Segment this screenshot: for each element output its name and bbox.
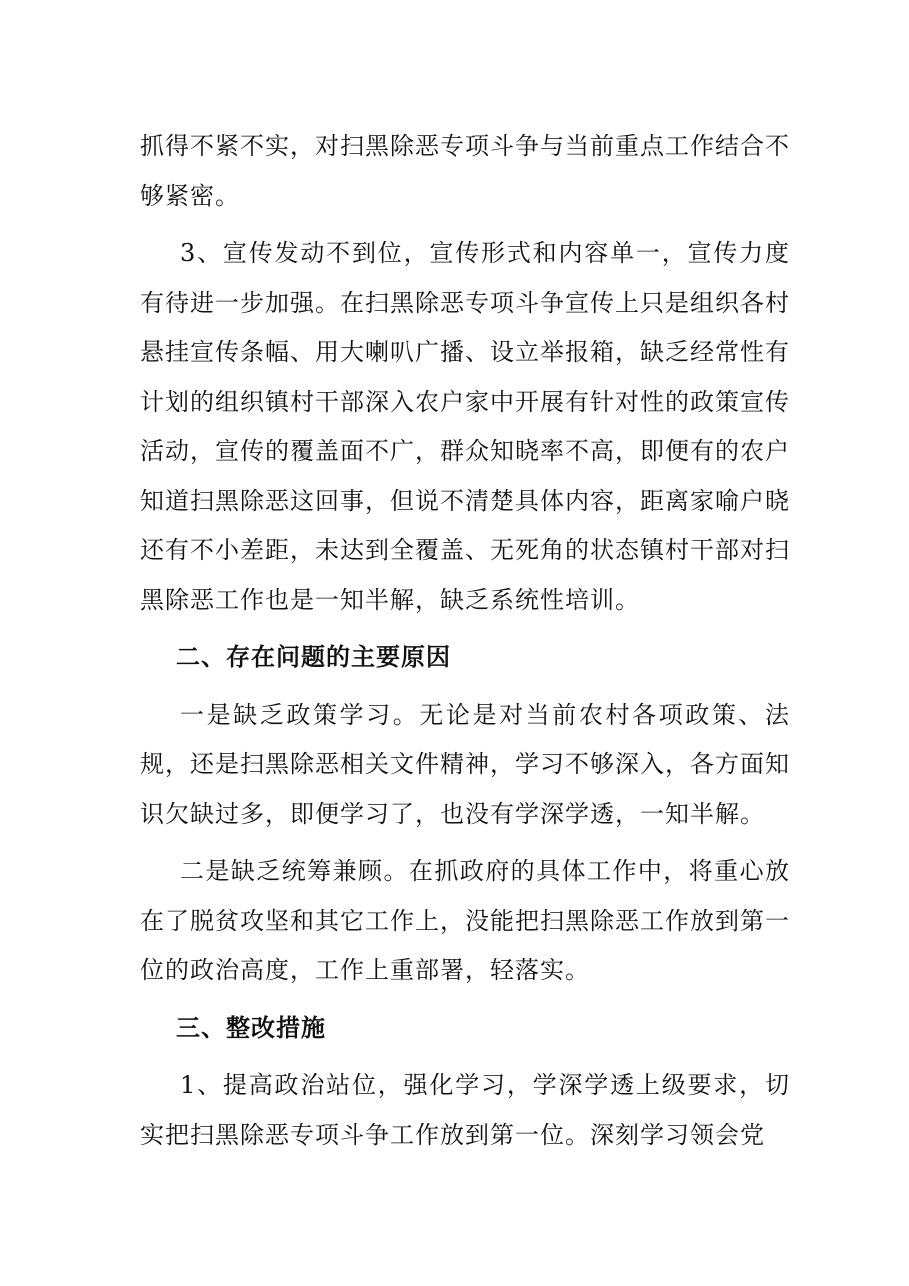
section-heading-rectification: 三、整改措施: [176, 1013, 326, 1042]
paragraph-continuation: 抓得不紧不实，对扫黑除恶专项斗争与当前重点工作结合不够紧密。: [140, 132, 790, 210]
paragraph-cause-one: 一是缺乏政策学习。无论是对当前农村各项政策、法规，还是扫黑除恶相关文件精神，学习不够深入，各方面知识欠缺过多，即便学习了，也没有学深学透，一知半解。: [140, 700, 790, 828]
paragraph-gap: [140, 221, 790, 229]
paragraph-gap: [140, 839, 790, 847]
paragraph-gap: [140, 996, 790, 1004]
document-body: [140, 122, 790, 1160]
paragraph-cause-two: 二是缺乏统筹兼顾。在抓政府的具体工作中，将重心放在了脱贫攻坚和其它工作上，没能把扫黑除恶工作放到第一位的政治高度，工作上重部署，轻落实。: [140, 857, 790, 984]
paragraph-publicity-issue: 3、宣传发动不到位，宣传形式和内容单一，宣传力度有待进一步加强。在扫黑除恶专项斗争宣传上只是组织各村悬挂宣传条幅、用大喇叭广播、设立举报箱，缺乏经常性有计划的组织镇村干部深入农户家中开展有针对性的政策宣传活动，宣传的覆盖面不广，群众知晓率不高，即便有的农户知道扫黑除恶这回事，但说不清楚具体内容，距离家喻户晓还有不小差距，未达到全覆盖、无死角的状态镇村干部对扫黑除恶工作也是一知半解，缺乏系统性培训。: [140, 239, 790, 614]
paragraph-gap: [140, 683, 790, 691]
paragraph-gap: [140, 625, 790, 633]
paragraph-measure-one: 1、提高政治站位，强化学习，学深学透上级要求，切实把扫黑除恶专项斗争工作放到第一位。深刻学习领会党: [140, 1071, 790, 1149]
section-heading-main-causes: 二、存在问题的主要原因: [176, 643, 451, 671]
paragraph-gap: [140, 1053, 790, 1061]
